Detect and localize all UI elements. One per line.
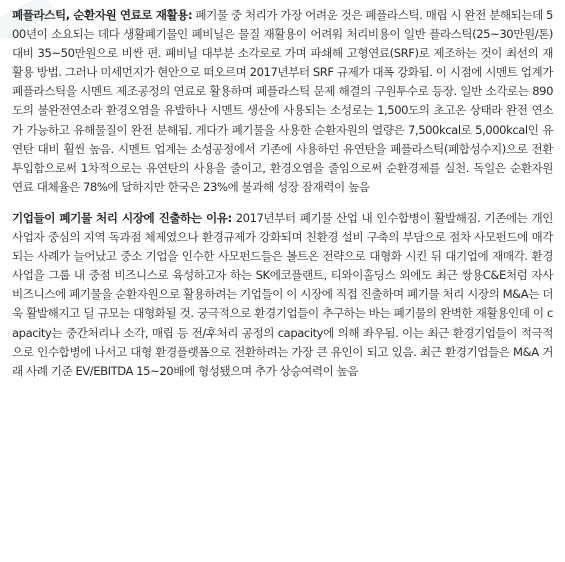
paragraph-market-entry [12, 209, 553, 381]
paragraph-body: 폐기물 중 처리가 가장 어려운 것은 폐플라스틱. 매립 시 완전 분해되는데 500년이 소요되는 데다 생활폐기물인 폐비닐은 물질 재활용이 어려워 처리비용이 일반 플라스틱(25~30만원/톤) 대비 35~50만원으로 비싼 편. 폐비닐 대부분 소각로로 가며 파쇄해 고형연료(SRF)로 제조하는 것이 최선의 재활용 방법. 그러나 미세먼지가 현안으로 떠오르며 2017년부터 SRF 규제가 대폭 강화됨. 이 시점에 시멘트 업계가 폐플라스틱을 시멘트 제조공정의 연료로 활용하며 폐플라스틱 문제 해결의 구원투수로 등장. 일반 소각로는 890도의 불완전연소라 환경오염을 유발하나 시멘트 생산에 사용되는 소성로는 1,500도의 초고온 상태라 완전 연소가 가능하고 유해물질이 완전 분해됨. 게다가 폐기물을 사용한 순환자원의 열량은 7,500kcal로 5,000kcal인 유연탄 대비 훨씬 높음. 시멘트 업계는 소성공정에서 기존에 사용하던 유연탄을 폐플라스틱(폐합성수지)으로 전환 투입함으로써 1차적으로는 유연탄의 사용을 줄이고, 환경오염을 줄임으로써 순환경제를 실천. 독일은 순환자원 연료 대체율은 78%에 달하지만 한국은 23%에 불과해 성장 잠재력이 높음 [12, 8, 553, 194]
paragraph-body: 2017년부터 폐기물 산업 내 인수합병이 활발해짐. 기존에는 개인사업자 중심의 지역 독과점 체제였으나 환경규제가 강화되며 친환경 설비 구축의 부담으로 점차 사모펀드에 매각되는 사례가 늘어났고 중소 기업을 인수한 사모펀드들은 볼트온 전략으로 대형화 시킨 뒤 대기업에 재매각. 환경사업을 그룹 내 중점 비즈니스로 육성하고자 하는 SK에코플랜트, 티와이홀딩스 외에도 최근 쌍용C&E처럼 자사 비즈니스에 폐기물을 순환자원으로 활용하려는 기업들이 이 시장에 직접 진출하며 폐기물 처리 시장의 M&A는 더욱 활발해지고 딜 규모는 대형화될 것. 궁극적으로 환경기업들이 추구하는 바는 폐기물의 완벽한 재활용인데 이 capacity는 중간처리나 소각, 매립 등 전/후처리 공정의 capacity에 의해 좌우됨. 이는 최근 환경기업들이 적극적으로 인수합병에 나서고 대형 환경플랫폼으로 전환하려는 가장 큰 유인이 되고 있음. 최근 환경기업들은 M&A 거래 사례 기준 EV/EBITDA 15~20배에 형성됐으며 추가 상승여력이 높음 [12, 210, 553, 378]
paragraph-heading: 기업들이 폐기물 처리 시장에 진출하는 이유: [12, 210, 232, 225]
paragraph-plastic-recycling [12, 6, 553, 197]
paragraph-heading: 폐플라스틱, 순환자원 연료로 재활용: [12, 8, 193, 22]
